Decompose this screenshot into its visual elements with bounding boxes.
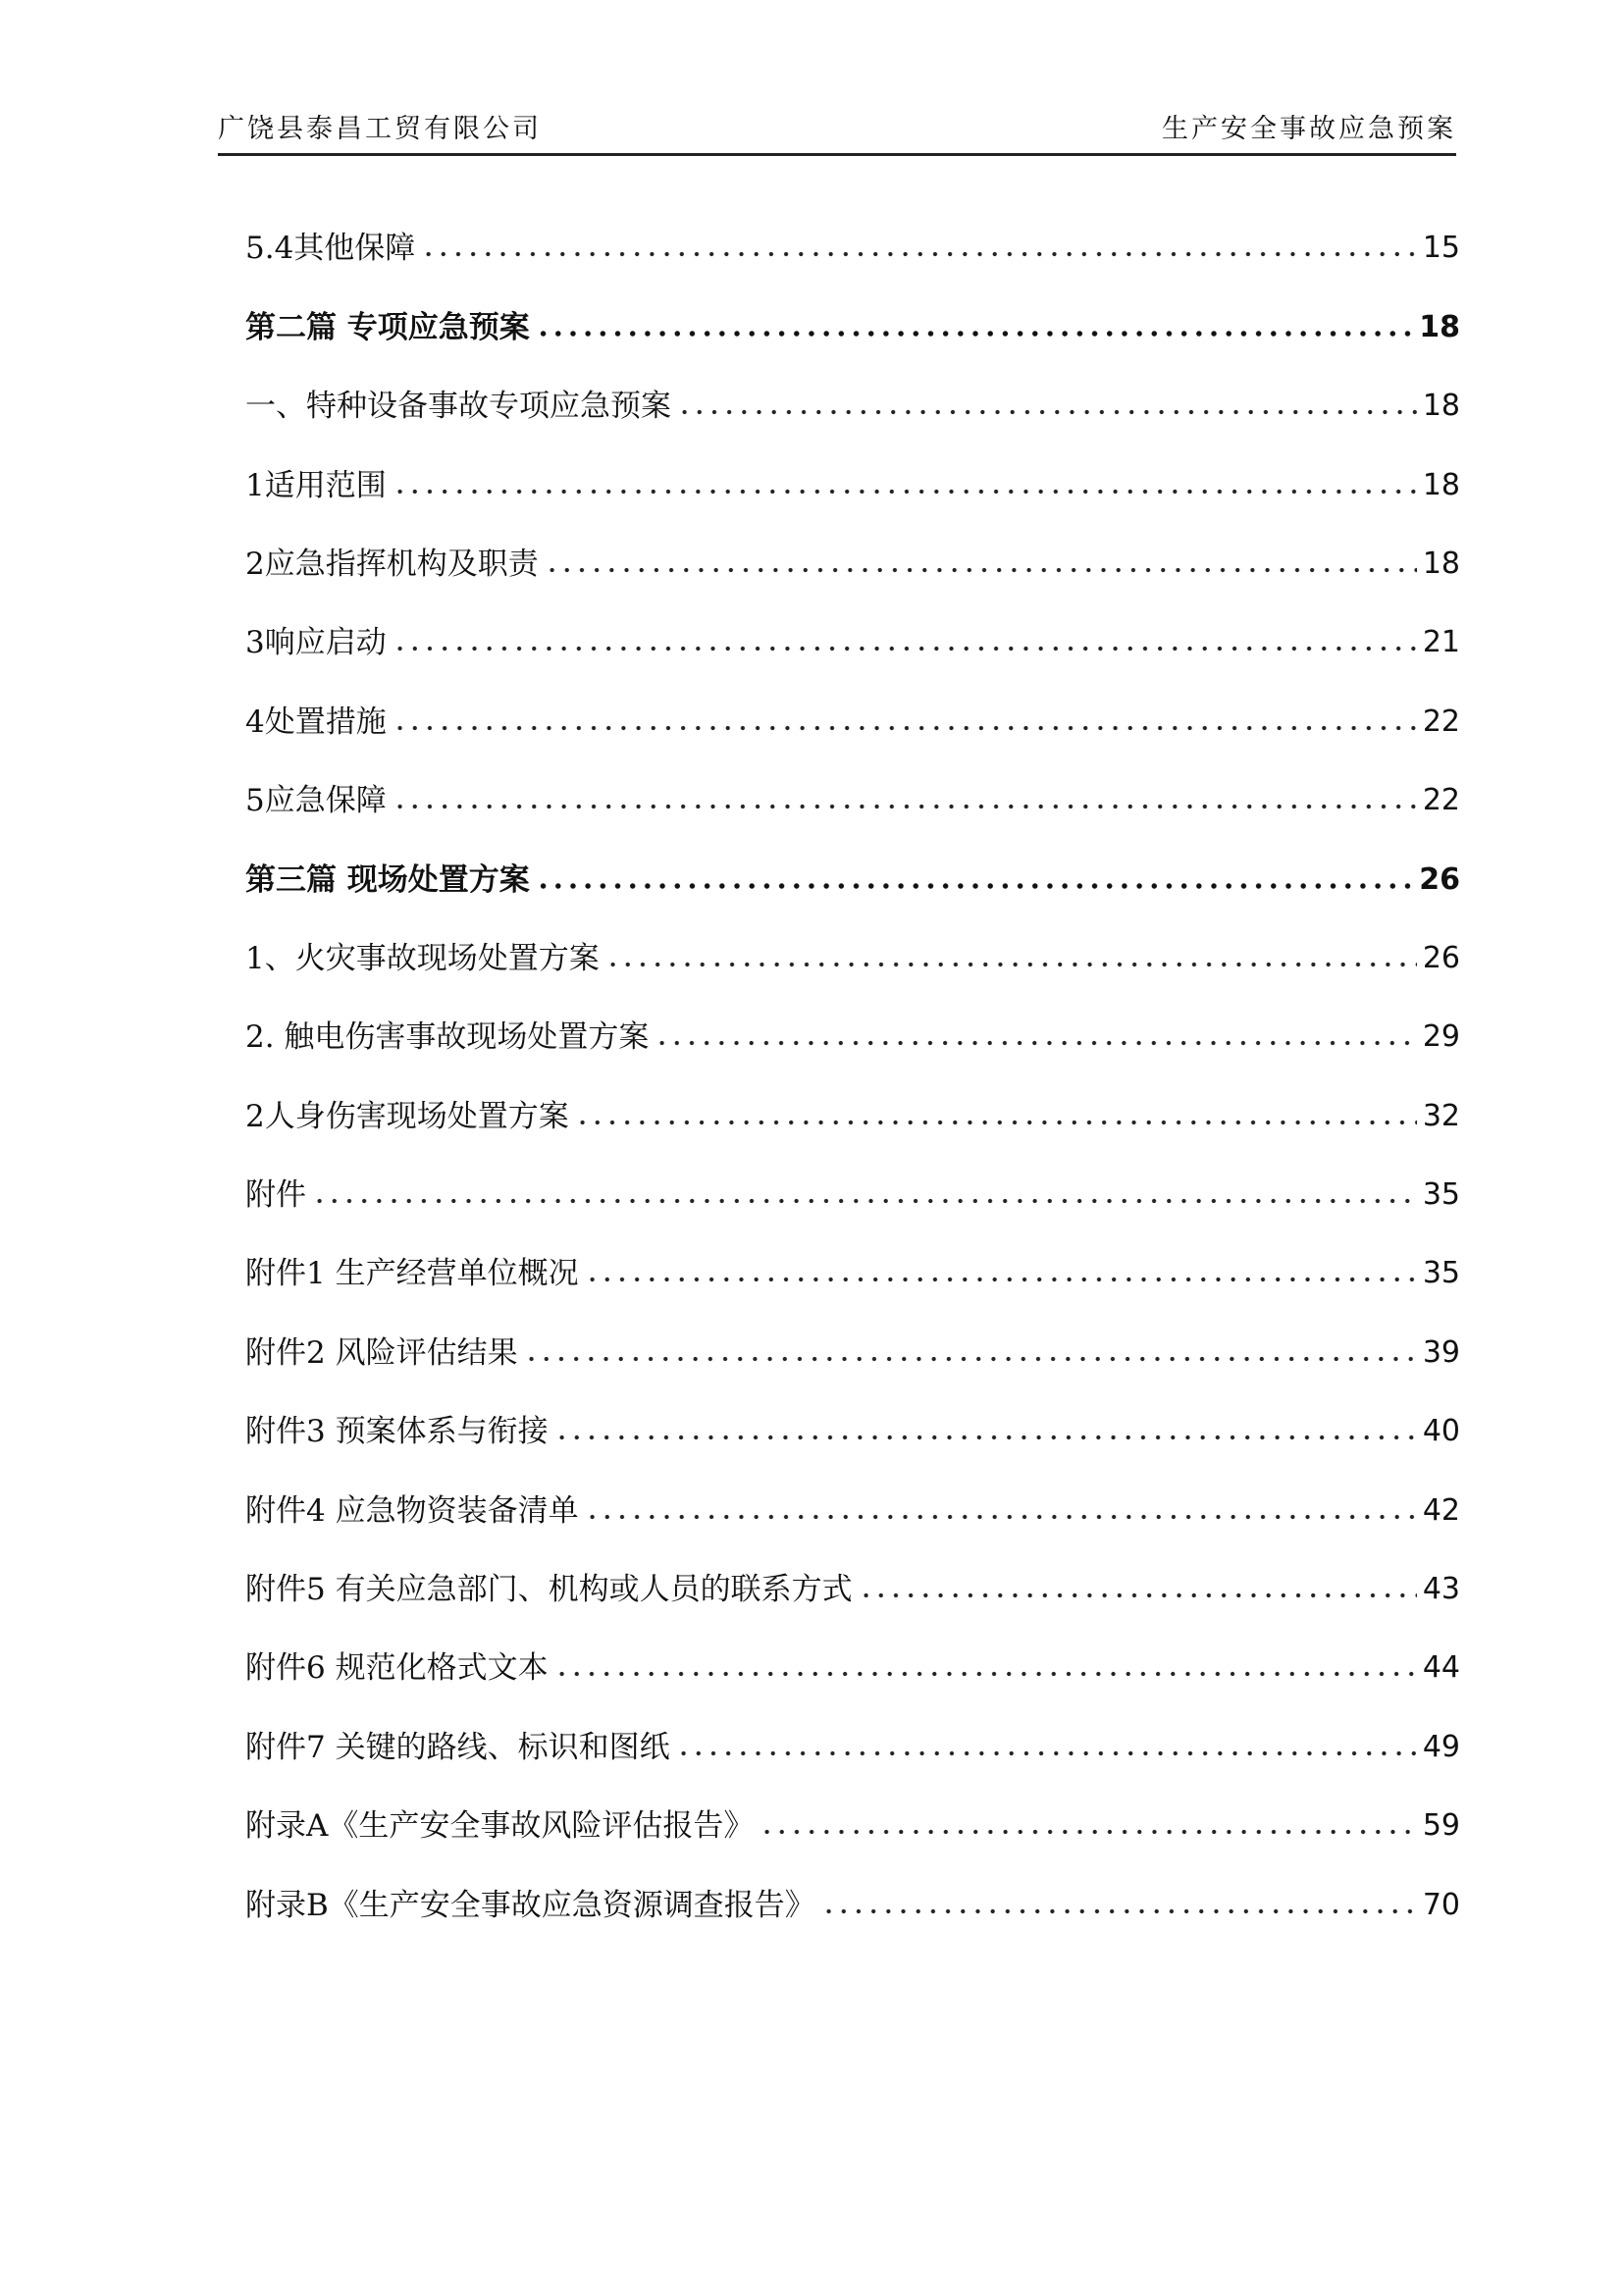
dot-leader <box>393 488 1417 496</box>
toc-entry[interactable] <box>245 268 1460 346</box>
dot-leader <box>554 1670 1417 1678</box>
document-title: 生产安全事故应急预案 <box>1162 114 1456 144</box>
toc-entry-page-number: 26 <box>1419 861 1460 897</box>
dot-leader <box>821 1907 1417 1915</box>
dot-leader <box>677 408 1417 416</box>
toc-entry[interactable] <box>245 1057 1460 1135</box>
toc-entry[interactable] <box>245 662 1460 741</box>
toc-entry-title: 附件6 规范化格式文本 <box>245 1650 549 1687</box>
header-divider <box>218 153 1456 156</box>
toc-entry[interactable] <box>245 1609 1460 1688</box>
toc-entry[interactable] <box>245 1293 1460 1372</box>
toc-entry-title: 第二篇 专项应急预案 <box>245 309 530 345</box>
toc-entry[interactable] <box>245 1136 1460 1215</box>
toc-entry[interactable] <box>245 978 1460 1057</box>
toc-entry-title: 1适用范围 <box>245 467 387 503</box>
dot-leader <box>393 724 1417 732</box>
toc-entry-page-number: 40 <box>1422 1414 1460 1449</box>
toc-entry-page-number: 35 <box>1422 1256 1460 1291</box>
toc-entry[interactable] <box>245 1531 1460 1609</box>
toc-entry[interactable] <box>245 505 1460 584</box>
toc-entry-title: 5.4其他保障 <box>245 231 416 267</box>
dot-leader <box>312 1197 1417 1205</box>
dot-leader <box>524 1355 1417 1363</box>
table-of-contents <box>245 189 1460 1925</box>
toc-entry-page-number: 18 <box>1422 389 1460 424</box>
toc-entry-page-number: 70 <box>1422 1887 1460 1922</box>
dot-leader <box>585 1276 1417 1283</box>
toc-entry[interactable] <box>245 1846 1460 1924</box>
toc-entry[interactable] <box>245 189 1460 268</box>
toc-entry-title: 4处置措施 <box>245 704 387 740</box>
company-name: 广饶县泰昌工贸有限公司 <box>218 114 542 144</box>
toc-entry-page-number: 29 <box>1422 1019 1460 1055</box>
toc-entry-title: 2. 触电伤害事故现场处置方案 <box>245 1019 650 1056</box>
toc-entry-title: 附件 <box>245 1177 306 1214</box>
dot-leader <box>575 1119 1417 1126</box>
toc-entry[interactable] <box>245 742 1460 820</box>
toc-entry-page-number: 18 <box>1422 546 1460 581</box>
toc-entry-page-number: 18 <box>1422 467 1460 502</box>
toc-entry-page-number: 49 <box>1422 1729 1460 1764</box>
dot-leader <box>585 1513 1417 1521</box>
toc-entry-title: 2应急指挥机构及职责 <box>245 546 539 582</box>
toc-entry-title: 第三篇 现场处置方案 <box>245 861 530 898</box>
dot-leader <box>655 1039 1416 1047</box>
toc-entry-page-number: 43 <box>1422 1572 1460 1607</box>
toc-entry[interactable] <box>245 1767 1460 1846</box>
toc-entry-title: 1、火灾事故现场处置方案 <box>245 940 600 976</box>
toc-entry-page-number: 44 <box>1422 1650 1460 1686</box>
dot-leader <box>676 1749 1417 1757</box>
dot-leader <box>760 1828 1416 1836</box>
toc-entry-title: 附件2 风险评估结果 <box>245 1334 518 1371</box>
toc-entry-page-number: 18 <box>1419 309 1460 344</box>
toc-entry-title: 2人身伤害现场处置方案 <box>245 1098 569 1134</box>
toc-entry-page-number: 22 <box>1422 783 1460 818</box>
toc-entry[interactable] <box>245 900 1460 978</box>
toc-entry-title: 5应急保障 <box>245 783 387 819</box>
toc-entry-page-number: 35 <box>1422 1177 1460 1213</box>
toc-entry-title: 3响应启动 <box>245 625 387 661</box>
toc-entry[interactable] <box>245 426 1460 504</box>
dot-leader <box>554 1434 1417 1441</box>
dot-leader <box>859 1591 1417 1599</box>
toc-entry-title: 附录B《生产安全事故应急资源调查报告》 <box>245 1887 815 1923</box>
toc-entry[interactable] <box>245 347 1460 426</box>
toc-entry-page-number: 22 <box>1422 704 1460 739</box>
dot-leader <box>536 330 1413 338</box>
toc-entry-title: 附件7 关键的路线、标识和图纸 <box>245 1729 670 1765</box>
toc-entry-page-number: 32 <box>1422 1098 1460 1133</box>
toc-entry-page-number: 26 <box>1422 940 1460 975</box>
toc-entry[interactable] <box>245 1215 1460 1293</box>
toc-entry[interactable] <box>245 1688 1460 1766</box>
dot-leader <box>536 882 1413 890</box>
toc-entry[interactable] <box>245 584 1460 662</box>
toc-entry-title: 附件4 应急物资装备清单 <box>245 1492 579 1529</box>
toc-entry-title: 一、特种设备事故专项应急预案 <box>245 389 671 425</box>
toc-entry-page-number: 39 <box>1422 1334 1460 1370</box>
toc-entry-title: 附件1 生产经营单位概况 <box>245 1256 579 1292</box>
toc-entry-page-number: 21 <box>1422 625 1460 660</box>
toc-entry[interactable] <box>245 820 1460 899</box>
toc-entry-page-number: 42 <box>1422 1492 1460 1528</box>
toc-entry-title: 附件3 预案体系与衔接 <box>245 1414 549 1450</box>
toc-entry-title: 附录A《生产安全事故风险评估报告》 <box>245 1808 755 1845</box>
toc-entry-page-number: 15 <box>1422 231 1460 266</box>
toc-entry[interactable] <box>245 1451 1460 1530</box>
page-header <box>218 110 1456 155</box>
toc-entry-title: 附件5 有关应急部门、机构或人员的联系方式 <box>245 1572 853 1608</box>
toc-entry-page-number: 59 <box>1422 1808 1460 1844</box>
dot-leader <box>393 645 1417 652</box>
toc-entry[interactable] <box>245 1373 1460 1451</box>
dot-leader <box>421 250 1417 258</box>
dot-leader <box>393 803 1417 810</box>
dot-leader <box>545 566 1417 574</box>
dot-leader <box>605 961 1417 968</box>
